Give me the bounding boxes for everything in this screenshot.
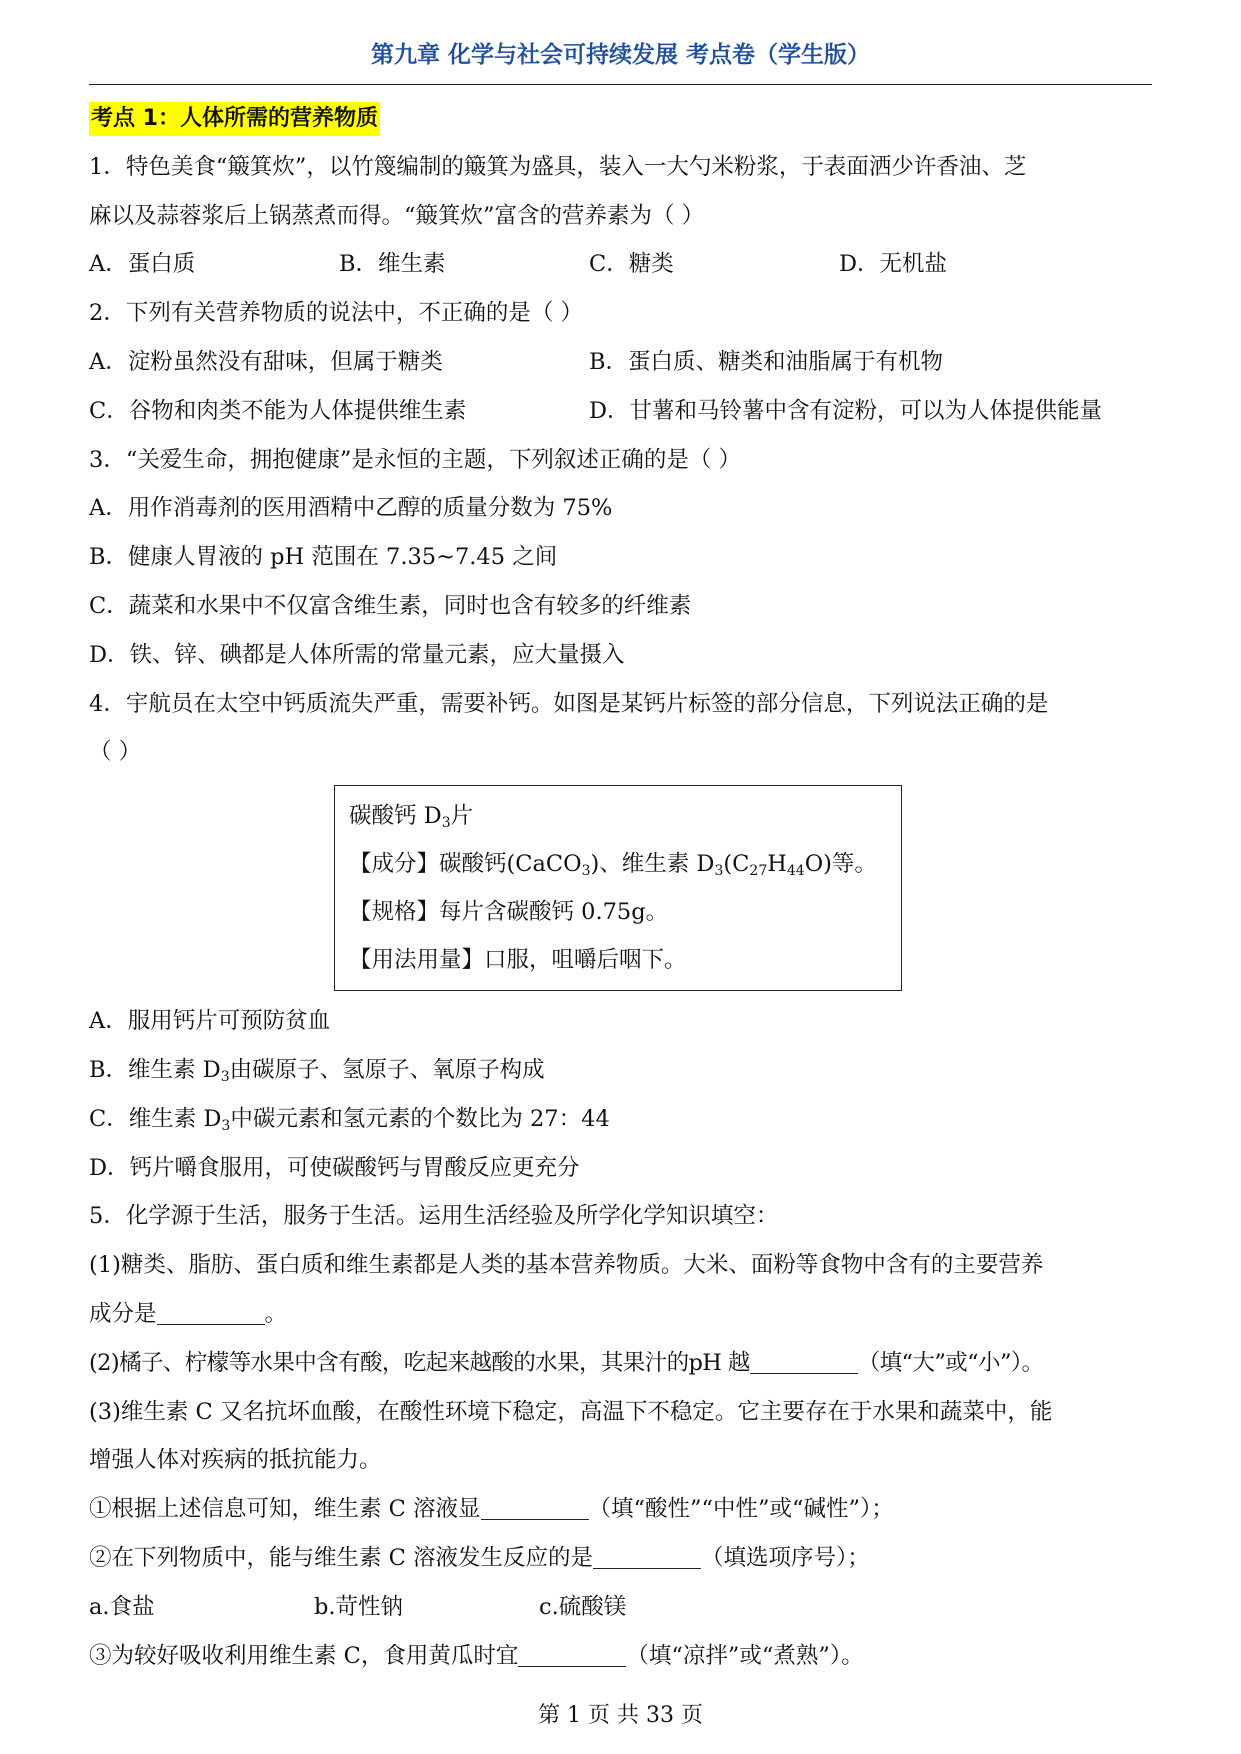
q3-option-b: B．健康人胃液的 pH 范围在 7.35~7.45 之间	[89, 544, 558, 571]
q4-stem-line2: （ ）	[89, 739, 142, 766]
q5-option-c: c.硫酸镁	[539, 1593, 627, 1620]
q5-sub2: ②在下列物质中，能与维生素 C 溶液发生反应的是 （填选项序号）；	[89, 1534, 1157, 1583]
q5-part1-line1: (1)糖类、脂肪、蛋白质和维生素都是人类的基本营养物质。大米、面粉等食物中含有的主要营养	[89, 1252, 1044, 1279]
q4-option-a: A．服用钙片可预防贫血	[89, 1008, 331, 1035]
q1-option-b: B．维生素	[339, 251, 446, 278]
answer-blank-5[interactable]	[518, 1640, 626, 1667]
q1-option-c: C．糖类	[589, 251, 674, 278]
q3-option-c: C．蔬菜和水果中不仅富含维生素，同时也含有较多的纤维素	[89, 592, 692, 619]
q4-stem-line1: 4．宇航员在太空中钙质流失严重，需要补钙。如图是某钙片标签的部分信息，下列说法正确的是	[89, 690, 1049, 717]
answer-blank-3[interactable]	[481, 1493, 589, 1520]
q5-part3-line1: (3)维生素 C 又名抗坏血酸，在酸性环境下稳定，高温下不稳定。它主要存在于水果和蔬菜中，能	[89, 1398, 1053, 1425]
q2-options-row1	[89, 338, 1157, 387]
answer-blank-4[interactable]	[593, 1542, 701, 1569]
q2-options-row2	[89, 387, 1157, 436]
label-composition: 【成分】碳酸钙(CaCO$_3$)、维生素 $D_3(C_{27}H_{44}O)$等。	[349, 851, 877, 880]
q2-stem: 2．下列有关营养物质的说法中，不正确的是（ ）	[89, 300, 583, 327]
q5-sub3: ③为较好吸收利用维生素 C，食用黄瓜时宜 （填“凉拌”或“煮熟”）。	[89, 1632, 1157, 1681]
calcium-tablet-label-box	[334, 785, 902, 991]
page-content	[89, 94, 1157, 1680]
q4-option-d: D．钙片嚼食服用，可使碳酸钙与胃酸反应更充分	[89, 1154, 580, 1181]
header-divider	[89, 84, 1152, 85]
answer-blank-1[interactable]	[157, 1298, 265, 1325]
answer-blank-2[interactable]	[750, 1347, 858, 1374]
section-heading: 考点 1：人体所需的营养物质	[89, 102, 380, 136]
q5-option-b: b.苛性钠	[314, 1593, 404, 1620]
q1-stem-line2: 麻以及蒜蓉浆后上锅蒸煮而得。“簸箕炊”富含的营养素为（ ）	[89, 202, 705, 229]
q2-option-a: A．淀粉虽然没有甜味，但属于糖类	[89, 348, 443, 375]
label-product-name: 碳酸钙 $D_3$片	[349, 803, 474, 832]
q5-part2: (2)橘子、柠檬等水果中含有酸，吃起来越酸的水果，其果汁的pH 越 （填“大”或“小”）。	[89, 1339, 1157, 1388]
q5-part1-line2: 成分是 。	[89, 1290, 1157, 1339]
q1-options	[89, 240, 1157, 289]
q3-option-a: A．用作消毒剂的医用酒精中乙醇的质量分数为 75%	[89, 495, 613, 522]
q5-sub1: ①根据上述信息可知，维生素 C 溶液显 （填“酸性”“中性”或“碱性”）；	[89, 1485, 1157, 1534]
q5-sub2-options	[89, 1583, 1157, 1632]
label-specification: 【规格】每片含碳酸钙 0.75g。	[349, 899, 669, 926]
page-footer: 第 1 页 共 33 页	[538, 1703, 703, 1728]
q2-option-b: B．蛋白质、糖类和油脂属于有机物	[589, 348, 944, 375]
q5-stem: 5．化学源于生活，服务于生活。运用生活经验及所学化学知识填空：	[89, 1203, 779, 1230]
q3-stem: 3．“关爱生命，拥抱健康”是永恒的主题，下列叙述正确的是（ ）	[89, 446, 741, 473]
q5-part3-line2: 增强人体对疾病的抵抗能力。	[89, 1447, 382, 1474]
label-usage: 【用法用量】口服，咀嚼后咽下。	[349, 947, 687, 974]
q1-stem-line1: 1．特色美食“簸箕炊”，以竹篾编制的簸箕为盛具，装入一大勺米粉浆，于表面洒少许香油、芝	[89, 153, 1027, 180]
q4-option-c: C．维生素 $D_3$中碳元素和氢元素的个数比为 27：44	[89, 1105, 610, 1134]
q1-option-d: D．无机盐	[839, 251, 948, 278]
page-header: 第九章 化学与社会可持续发展 考点卷（学生版）	[370, 42, 870, 68]
q2-option-c: C．谷物和肉类不能为人体提供维生素	[89, 397, 467, 424]
q1-option-a: A．蛋白质	[89, 251, 196, 278]
q4-option-b: B．维生素 $D_3$由碳原子、氢原子、氧原子构成	[89, 1056, 545, 1085]
section-heading-row	[89, 94, 1157, 143]
q5-option-a: a.食盐	[89, 1593, 155, 1620]
q2-option-d: D．甘薯和马铃薯中含有淀粉，可以为人体提供能量	[589, 397, 1103, 424]
q3-option-d: D．铁、锌、碘都是人体所需的常量元素，应大量摄入	[89, 641, 625, 668]
